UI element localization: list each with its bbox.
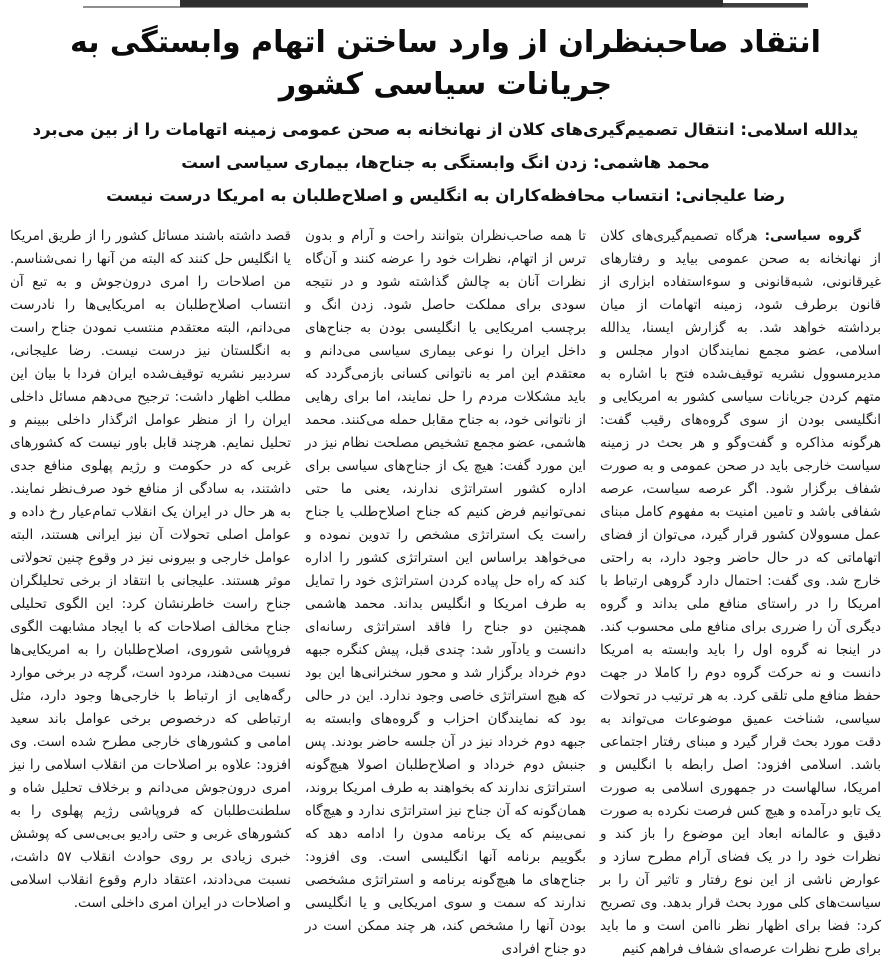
article-headline: انتقاد صاحبنظران از وارد ساختن اتهام وابستگی به جریانات سیاسی کشور — [70, 25, 821, 102]
subheadlines — [0, 119, 891, 207]
article-column-3 — [10, 225, 291, 961]
article-body — [0, 218, 891, 961]
top-rule — [0, 0, 891, 11]
subheadline-eslami: یدالله اسلامی: انتقال تصمیم‌گیری‌های کلان از نهانخانه به صحن عمومی زمینه اتهامات را از بین می‌برد — [32, 120, 859, 139]
top-rule-thick-bar — [180, 0, 723, 7]
column-3-text: قصد داشته باشند مسائل کشور را از طریق امریکا یا انگلیس حل کنند که البته من آنها را نمی‌شناسم. من اصلاحات را امری درون‌جوش و به تبع آن انتساب اصلاح‌طلبان به امریکایی‌ها را نادرست می‌دانم، البته معتقدم منتسب نمودن جناح راست به انگلستان نیز درست نیست. رضا علیجانی، سردبیر نشریه توقیف‌شده ایران فردا با بیان این مطلب اظهار داشت: ترجیح می‌دهم مسائل داخلی ایران را از منظر عوامل اثرگذار داخلی ببینم و تحلیل نمایم. هرچند قابل باور نیست که کشورهای غربی که در حکومت و رژیم پهلوی منافع جدی داشتند، به سادگی از منافع خود صرف‌نظر نمایند. به هر حال در ایران یک انقلاب تمام‌عیار رخ داده و عوامل اصلی تحولات آن نیز ایرانی هستند، البته عوامل خارجی و بیرونی نیز در وقوع چنین تحولاتی موثر هستند. علیجانی با انتقاد از برخی تحلیلگران جناح راست خاطرنشان کرد: این الگوی تحلیلی جناح مخالف اصلاحات که با ایجاد مشابهت الگوی فروپاشی شوروی، اصلاح‌طلبان را به امریکایی‌ها نسبت می‌دهند، مردود است، گرچه در برخی موارد رگه‌هایی از ارتباط با خارجی‌ها وجود دارد، مثل ارتباطی که درخصوص برخی عوامل باند سعید امامی و کشورهای خارجی مطرح شده است. وی افزود: علاوه بر اصلاحات من انقلاب اسلامی را نیز امری درون‌جوش می‌دانم و برخلاف تحلیل شاه و سلطنت‌طلبان که فروپاشی رژیم پهلوی را به کشورهای غربی و حتی رادیو بی‌بی‌سی که پوشش خبری زیادی بر روی حوادث انقلاب ۵۷ داشت، نسبت می‌دادند، اعتقاد دارم وقوع انقلاب اسلامی و اصلاحات در ایران امری داخلی است. — [10, 228, 291, 911]
article-column-2 — [305, 225, 586, 961]
subheadline-alijani: رضا علیجانی: انتساب محافظه‌کاران به انگلیس و اصلاح‌طلبان به امریکا درست نیست — [106, 186, 785, 205]
column-2-text: تا همه صاحب‌نظران بتوانند راحت و آرام و بدون ترس از اتهام، نظرات خود را عرضه کنند و آن‌گاه نظرات آنان به چالش گذاشته شود و در نتیجه سودی برای مملکت حاصل شود. زدن انگ و برچسب امریکایی یا انگلیسی بودن به جناح‌های داخل ایران را نوعی بیماری سیاسی می‌دانم و معتقدم این امر به ناتوانی کسانی بازمی‌گردد که باید مشکلات مردم را حل نمایند، اما برای رهایی از ناتوانی خود، به جناح مقابل حمله می‌کنند. محمد هاشمی، عضو مجمع تشخیص مصلحت نظام نیز در این مورد گفت: هیچ یک از جناح‌های سیاسی برای اداره کشور استراتژی ندارند، یعنی ما حتی نمی‌توانیم فرض کنیم که جناح اصلاح‌طلب یا جناح راست یک استراتژی مشخص را تدوین نموده و می‌خواهد براساس این استراتژی کشور را اداره کند که راه حل پیاده کردن استراتژی خود را تمایل به طرف امریکا و انگلیس بداند. محمد هاشمی همچنین دو جناح را فاقد استراتژی رسانه‌ای دانست و یادآور شد: چندی قبل، پیش کنگره جبهه دوم خرداد برگزار شد و محور سخنرانی‌ها این بود که هیچ استراتژی خاصی وجود ندارد. این در حالی بود که نمایندگان احزاب و گروه‌های وابسته به جبهه دوم خرداد نیز در آن جلسه حاضر بودند. پس جنبش دوم خرداد و اصلاح‌طلبان اصولا هیچ‌گونه استراتژی ندارند که بخواهند به طرف امریکا بروند، همان‌گونه که آن جناح نیز استراتژی ندارد و هیچ‌گاه نمی‌بینم که یک برنامه مدون را ادامه دهد که بگوییم برنامه آنها انگلیسی است. وی افزود: جناح‌های ما هیچ‌گونه برنامه و استراتژی مشخصی ندارند که سمت و سوی امریکایی و یا انگلیسی بودن آنها را مشخص کند، هر چند ممکن است در دو جناح افرادی — [305, 228, 586, 957]
section-label: گروه سیاسی: — [764, 228, 862, 244]
subheadline-hashemi: محمد هاشمی: زدن انگ وابستگی به جناح‌ها، بیماری سیاسی است — [181, 153, 710, 172]
article-column-1 — [600, 225, 881, 961]
column-1-text: هرگاه تصمیم‌گیری‌های کلان از نهانخانه به صحن عمومی بیاید و رفتارهای غیرقانونی، شبه‌قانونی و سوءاستفاده ابزاری از قانون برطرف شود، زمینه اتهامات از میان برداشته خواهد شد. به گزارش ایسنا، یدالله اسلامی، عضو مجمع نمایندگان ادوار مجلس و مدیرمسوول نشریه توقیف‌شده فتح با اشاره به متهم کردن جریانات سیاسی کشور به امریکایی و انگلیسی بودن از سوی گروه‌های رقیب گفت: هرگونه مذاکره و گفت‌وگو و هر بحث در زمینه سیاست خارجی باید در صحن عمومی و به صورت شفاف برگزار شود. اگر عرصه سیاست، عرصه شفافی باشد و تامین امنیت به مفهوم کامل مبنای عمل مسوولان کشور قرار گیرد، می‌توان از فضای اتهاماتی که در حال حاضر وجود دارد، به راحتی خارج شد. وی گفت: احتمال دارد گروهی ارتباط با امریکا را در راستای منافع ملی بداند و گروه دیگری آن را ضرری برای منافع ملی محسوب کند. در اینجا نه گروه اول را باید وابسته به امریکا دانست و نه حرکت گروه دوم را کاملا در جهت حفظ منافع ملی تلقی کرد. به هر ترتیب در تحولات سیاسی، شناخت عمیق موضوعات می‌تواند به دقت مورد بحث قرار گیرد و مبنای رفتار اجتماعی باشد. اسلامی افزود: اصل رابطه با انگلیس و امریکا، سالهاست در جمهوری اسلامی به صورت یک تابو درآمده و هیچ کس فرصت نکرده به صورت دقیق و عالمانه ابعاد این موضوع را باز کند و نظرات خود را در یک فضای آرام مطرح سازد و عوارض ناشی از این نوع رفتار و تاثیر آن را بر سیاست‌های کلی مورد بحث قرار بدهد. وی تصریح کرد: فضا برای اظهار نظر ناامن است و ما باید برای طرح نظرات عرصه‌ای شفاف فراهم کنیم — [600, 228, 881, 957]
top-rule-medium-segment — [723, 3, 808, 7]
